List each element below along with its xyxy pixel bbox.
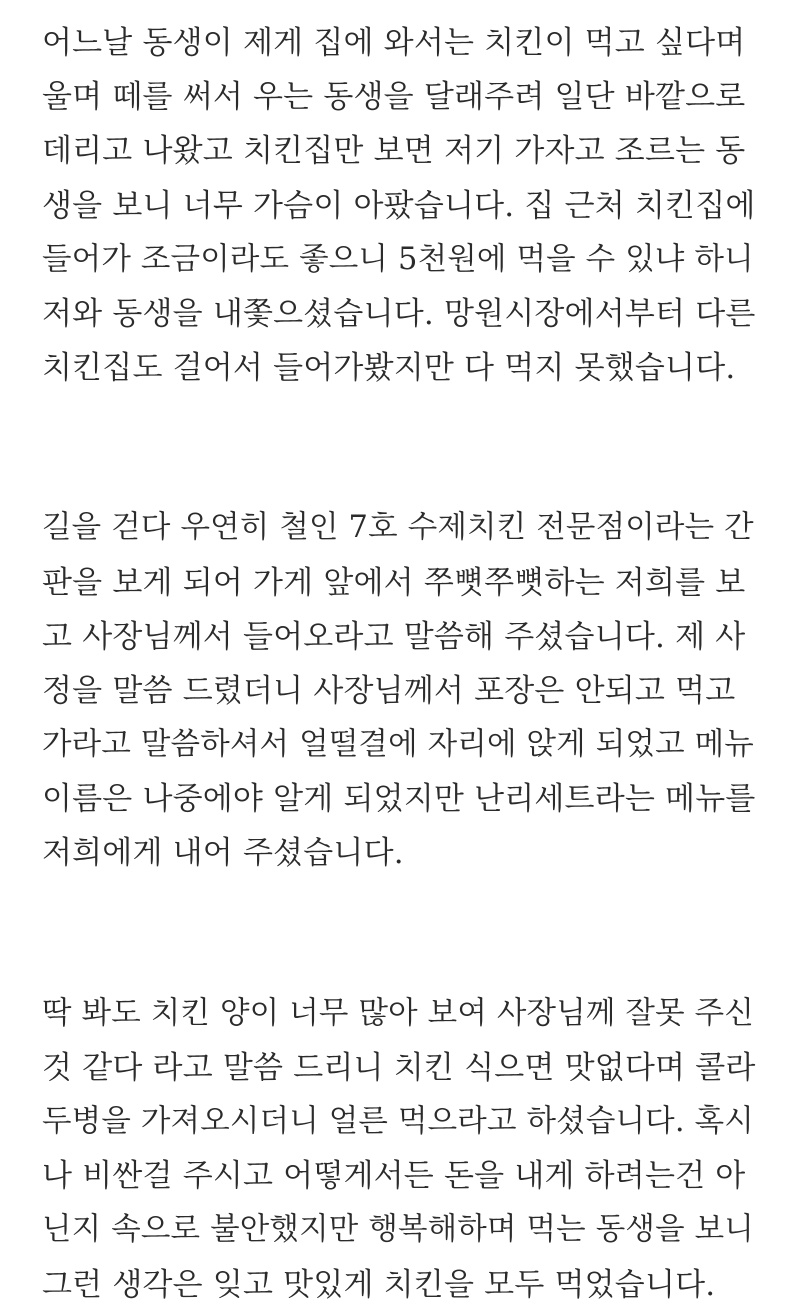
text-line: 이름은 나중에야 알게 되었지만 난리세트라는 메뉴를	[42, 781, 756, 818]
text-line: 들어가 조금이라도 좋으니 5천원에 먹을 수 있냐 하니	[42, 241, 754, 277]
text-line: 딱 봐도 치킨 양이 너무 많아 보여 사장님께 잘못 주신	[42, 995, 754, 1031]
text-line: 저와 동생을 내쫓으셨습니다. 망원시장에서부터 다른	[42, 295, 756, 332]
text-line: 어느날 동생이 제게 집에 와서는 치킨이 먹고 싶다며	[42, 25, 746, 61]
paragraph-1	[42, 16, 762, 395]
text-line: 저희에게 내어 주셨습니다.	[42, 835, 404, 872]
paragraph-2	[42, 501, 762, 880]
text-line: 나 비싼걸 주시고 어떻게서든 돈을 내게 하려는건 아	[42, 1158, 746, 1195]
paragraph-spacer	[42, 881, 762, 987]
text-line: 정을 말씀 드렸더니 사장님께서 포장은 안되고 먹고	[42, 672, 736, 709]
text-line: 울며 떼를 써서 우는 동생을 달래주려 일단 바깥으로	[42, 79, 746, 116]
article-body	[42, 16, 762, 1312]
text-line: 고 사장님께서 들어오라고 말씀해 주셨습니다. 제 사	[42, 618, 746, 655]
text-line: 가라고 말씀하셔서 얼떨결에 자리에 앉게 되었고 메뉴	[42, 727, 754, 763]
text-line: 것 같다 라고 말씀 드리니 치킨 식으면 맛없다며 콜라	[42, 1049, 756, 1086]
text-line: 판을 보게 되어 가게 앞에서 쭈뼛쭈뼛하는 저희를 보	[42, 564, 746, 601]
text-line: 닌지 속으로 불안했지만 행복해하며 먹는 동생을 보니	[42, 1212, 754, 1248]
text-line: 생을 보니 너무 가슴이 아팠습니다. 집 근처 치킨집에	[42, 187, 756, 224]
text-line: 치킨집도 걸어서 들어가봤지만 다 먹지 못했습니다.	[42, 350, 736, 387]
text-line: 두병을 가져오시더니 얼른 먹으라고 하셨습니다. 혹시	[42, 1104, 754, 1139]
text-line: 데리고 나왔고 치킨집만 보면 저기 가자고 조르는 동	[42, 133, 746, 170]
text-line: 그런 생각은 잊고 맛있게 치킨을 모두 먹었습니다.	[42, 1266, 716, 1303]
paragraph-3	[42, 987, 762, 1312]
paragraph-spacer	[42, 395, 762, 501]
text-line: 길을 걷다 우연히 철인 7호 수제치킨 전문점이라는 간	[42, 510, 754, 546]
